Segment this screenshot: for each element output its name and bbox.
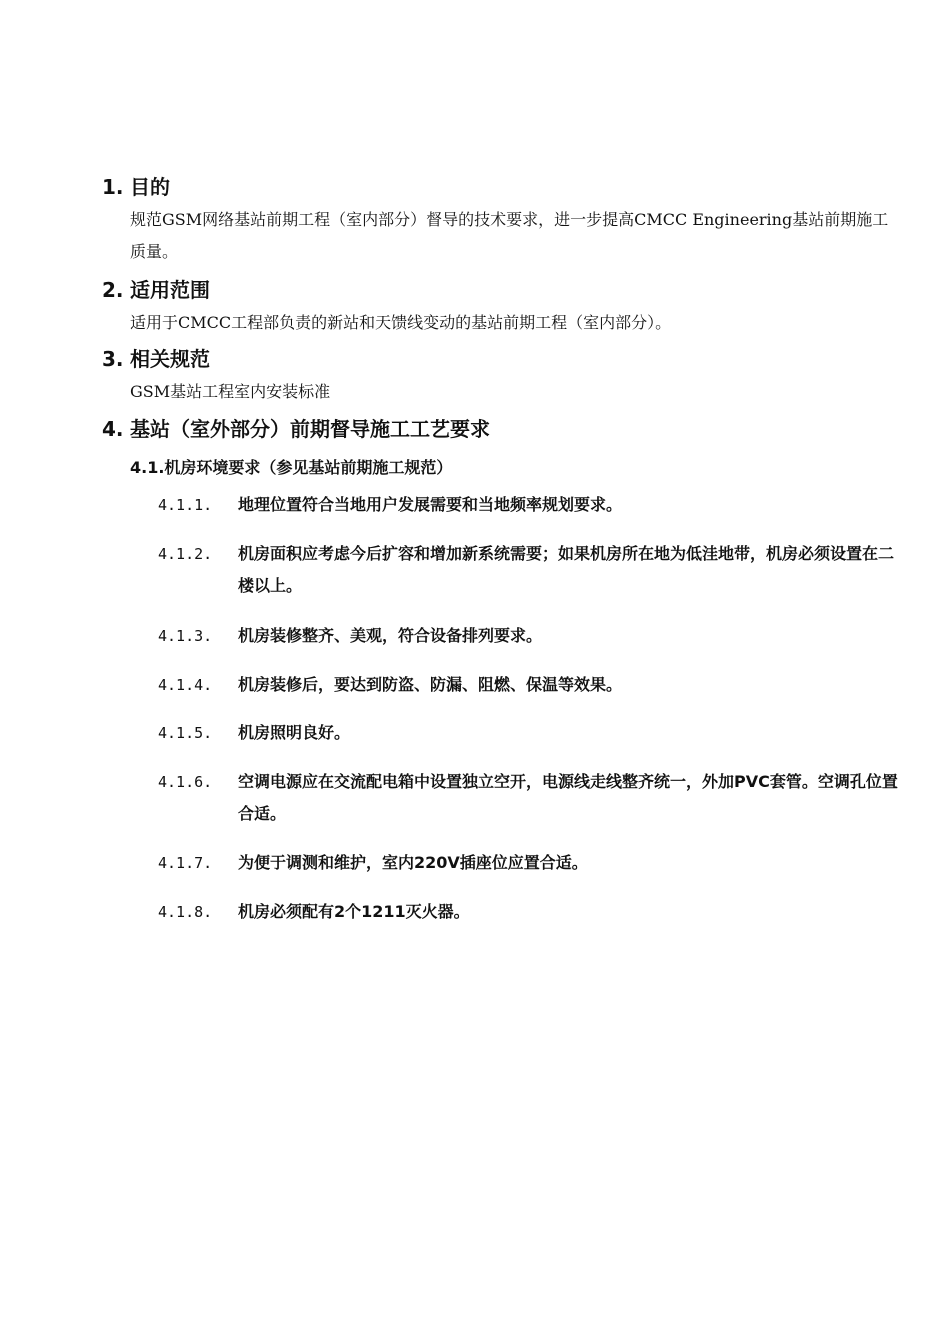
item-text: 机房必须配有2个1211灭火器。 (238, 902, 470, 921)
item-number: 4.1.3. (158, 627, 213, 645)
section-body: 适用于CMCC工程部负责的新站和天馈线变动的基站前期工程（室内部分）。 (130, 313, 672, 332)
list-item (158, 717, 898, 749)
item-number: 4.1.1. (158, 496, 213, 514)
list-item (158, 669, 898, 701)
section-number: 1. (102, 175, 124, 199)
section-purpose (102, 174, 902, 268)
item-text: 机房装修后，要达到防盗、防漏、阻燃、保温等效果。 (238, 675, 623, 694)
list-item (158, 847, 898, 879)
section-heading (102, 346, 902, 372)
section-title: 基站（室外部分）前期督导施工工艺要求 (130, 417, 490, 441)
section-heading (102, 416, 902, 442)
item-number: 4.1.7. (158, 854, 213, 872)
section-requirements (102, 416, 902, 442)
item-text: 为便于调测和维护，室内220V插座位应置合适。 (238, 853, 588, 872)
section-heading (102, 174, 902, 200)
section-title: 目的 (130, 175, 170, 199)
section-number: 4. (102, 417, 124, 441)
section-number: 2. (102, 278, 124, 302)
section-body: GSM基站工程室内安装标准 (130, 382, 331, 401)
item-number: 4.1.4. (158, 676, 213, 694)
item-number: 4.1.2. (158, 545, 213, 563)
item-number: 4.1.5. (158, 724, 213, 742)
item-text: 机房照明良好。 (238, 723, 351, 742)
section-number: 3. (102, 347, 124, 371)
list-item (158, 538, 898, 602)
section-scope (102, 277, 902, 339)
item-number: 4.1.8. (158, 903, 213, 921)
list-item (158, 766, 898, 830)
item-text: 机房面积应考虑今后扩容和增加新系统需要；如果机房所在地为低洼地带，机房必须设置在二楼以上。 (238, 544, 895, 595)
item-text: 机房装修整齐、美观，符合设备排列要求。 (238, 626, 543, 645)
item-number: 4.1.6. (158, 773, 213, 791)
section-title: 相关规范 (130, 347, 210, 371)
section-heading (102, 277, 902, 303)
subsection-heading: 4.1.机房环境要求（参见基站前期施工规范） (130, 458, 453, 477)
item-text: 地理位置符合当地用户发展需要和当地频率规划要求。 (238, 495, 623, 514)
section-related-standards (102, 346, 902, 408)
list-item (158, 489, 898, 521)
section-body: 规范GSM网络基站前期工程（室内部分）督导的技术要求，进一步提高CMCC Engineering基站前期施工质量。 (130, 210, 889, 261)
list-item (158, 896, 898, 928)
section-title: 适用范围 (130, 278, 210, 302)
list-item (158, 620, 898, 652)
item-text: 空调电源应在交流配电箱中设置独立空开，电源线走线整齐统一，外加PVC套管。空调孔位置合适。 (238, 772, 898, 823)
